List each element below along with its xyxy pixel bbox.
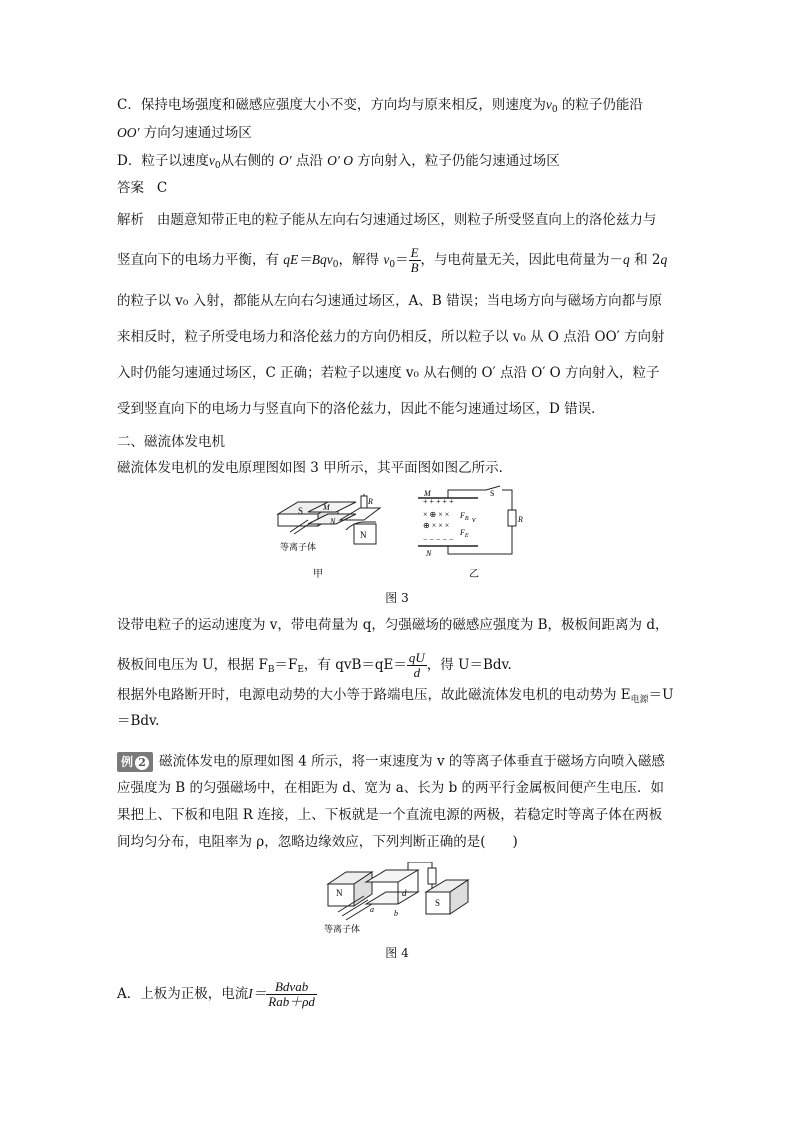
option-c-line1: C．保持电场强度和磁感应强度大小不变，方向均与原来相反，则速度为$v_0$ 的粒子仍能沿 xyxy=(117,97,643,115)
example-2-line2: 应强度为 B 的匀强磁场中，在相距为 d、宽为 a、长为 b 的两平行金属板间便产生电压．如 xyxy=(117,780,664,796)
figure-4-a-label: a xyxy=(370,905,374,914)
example-2-line1: 例 2 磁流体发电的原理如图 4 所示，将一束速度为 v 的等离子体垂直于磁场方向喷入磁感 xyxy=(117,752,665,772)
answer-label: 答案 xyxy=(117,180,144,196)
figure-4-b-label: b xyxy=(394,909,398,918)
analysis-line5: 入时仍能匀速通过场区，C 正确；若粒子以速度 v₀ 从右侧的 O′ 点沿 O′ O 方向射入，粒子 xyxy=(117,365,660,381)
figure-3-m-label-yi: M xyxy=(424,489,431,498)
figure-3-r-label-jia: R xyxy=(368,497,373,506)
derivation-line2: 极板间电压为 U，根据 $F_B=F_E$，有 qvB＝qE＝ $\frac{qU}{d}$ ，得 U＝Bdv. xyxy=(117,650,512,680)
svg-text:× ⊕ × ×: × ⊕ × × xyxy=(423,510,450,519)
svg-text:− − − − −: − − − − − xyxy=(423,535,454,544)
figure-3-plasma-label: 等离子体 xyxy=(280,542,317,552)
figure-3-fb-label: $F_B$ xyxy=(460,511,469,522)
analysis-line2: 竖直向下的电场力平衡，有 qE＝Bqv$_0$，解得 $v_0=$ $\frac{E}{B}$ ，与电荷量无关，因此电荷量为－q 和 2q xyxy=(117,245,668,275)
figure-4-plasma-label: 等离子体 xyxy=(324,924,361,934)
figure-4-d-label: d xyxy=(402,888,407,898)
example-2-line3: 果把上、下板和电阻 R 连接，上、下板就是一个直流电源的两极，若稳定时等离子体在两板 xyxy=(117,807,663,823)
analysis-line3: 的粒子以 v₀ 入射，都能从左向右匀速通过场区，A、B 错误；当电场方向与磁场方向都与原 xyxy=(117,293,663,309)
figure-3-m-label: M xyxy=(323,503,330,512)
figure-3-s-label: S xyxy=(298,506,304,516)
figure-3-fe-label: $F_E$ xyxy=(460,528,469,539)
figure-4-caption: 图 4 xyxy=(385,946,409,960)
svg-text:+ + + + +: + + + + + xyxy=(423,497,454,506)
section-heading: 二、磁流体发电机 xyxy=(117,434,225,450)
figure-3-yi-label: 乙 xyxy=(469,569,479,580)
fraction-e-over-b: $\frac{E}{B}$ xyxy=(410,245,419,275)
figure-4-s-label: S xyxy=(435,898,441,908)
figure-3-n-magnet-label: N xyxy=(360,530,367,540)
analysis-label: 解析 xyxy=(117,212,144,228)
figure-3-caption: 图 3 xyxy=(385,591,409,605)
example-badge: 例 2 xyxy=(117,752,153,772)
section-intro: 磁流体发电机的发电原理图如图 3 甲所示，其平面图如图乙所示． xyxy=(117,460,513,476)
fraction-current: $\frac{\text{Bdvab}}{\text{Rab＋ρd}}$ xyxy=(268,979,315,1009)
option-d: D．粒子以速度$v_0$从右侧的 O′ 点沿 O′ O 方向射入，粒子仍能匀速通过场区 xyxy=(117,153,560,171)
figure-3-n-label-yi: N xyxy=(426,549,432,558)
derivation-line3: 根据外电路断开时，电源电动势的大小等于路端电压，故此磁流体发电机的电动势为 $E_{电源}=U$ xyxy=(117,687,674,705)
answer-value: C xyxy=(156,180,168,196)
figure-4-n-label: N xyxy=(336,888,343,898)
figure-3-switch-label: S xyxy=(490,489,495,498)
analysis-line6: 受到竖直向下的电场力与竖直向下的洛伦兹力，因此不能匀速通过场区，D 错误． xyxy=(117,401,605,417)
analysis-line1: 解析 由题意知带正电的粒子能从左向右匀速通过场区，则粒子所受竖直向上的洛伦兹力与 xyxy=(117,212,657,228)
example-2-line4: 间均匀分布，电阻率为 ρ，忽略边缘效应，下列判断正确的是( ) xyxy=(117,834,518,850)
option-c-line2: OO′ 方向匀速通过场区 xyxy=(117,125,252,141)
svg-text:⊕ × × ×: ⊕ × × × xyxy=(423,521,450,530)
answer-line xyxy=(117,179,167,197)
figure-3-jia-label: 甲 xyxy=(313,569,323,580)
figure-3-r-label: R xyxy=(518,515,523,524)
fraction-qu-over-d: $\frac{qU}{d}$ xyxy=(408,650,425,680)
figure-4 xyxy=(322,862,472,938)
analysis-line4: 来相反时，粒子所受电场力和洛伦兹力的方向仍相反，所以粒子以 v₀ 从 O 点沿 OO′ 方向射 xyxy=(117,329,665,345)
figure-3-n-label-jia: N xyxy=(330,517,336,526)
derivation-line1: 设带电粒子的运动速度为 v，带电荷量为 q，匀强磁场的磁感应强度为 B，极板间距离为 d， xyxy=(117,617,669,633)
figure-3 xyxy=(268,484,528,582)
figure-3-v-label: v xyxy=(472,515,476,524)
option-a: A．上板为正极，电流I＝ $\frac{\text{Bdvab}}{\text{Rab＋ρd}}$ xyxy=(117,979,315,1009)
derivation-line4: ＝Bdv. xyxy=(117,713,160,729)
